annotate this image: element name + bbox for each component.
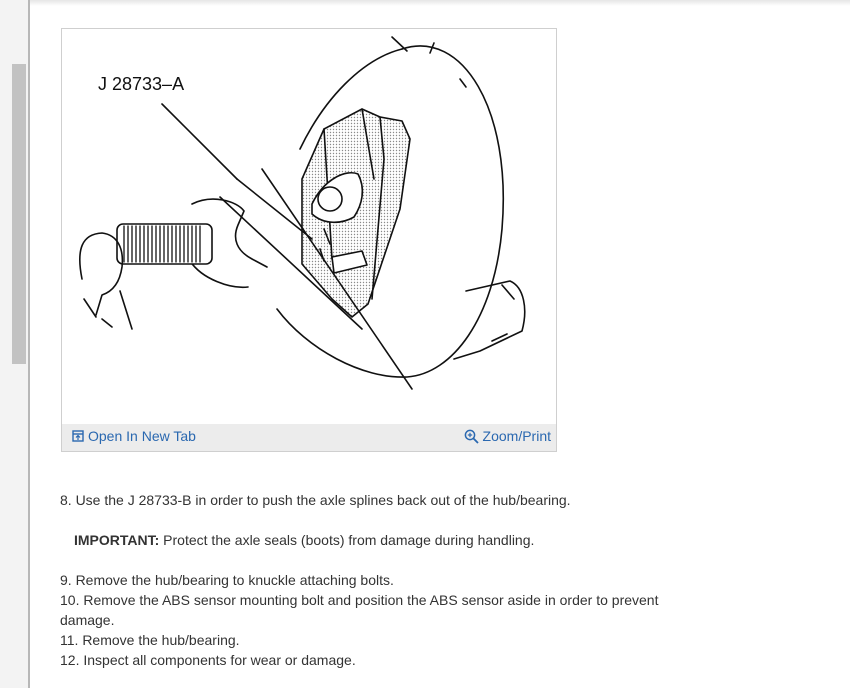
left-gutter [0,0,28,688]
important-text: Protect the axle seals (boots) from damage during handling. [159,532,535,548]
figure-container [61,28,557,452]
zoom-print-link[interactable] [464,428,551,444]
figure-toolbar [62,424,556,451]
open-new-tab-icon [72,430,84,442]
important-label: IMPORTANT: [74,532,160,548]
open-in-new-tab-link[interactable] [72,428,196,444]
zoom-in-icon [464,429,479,444]
open-in-new-tab-label: Open In New Tab [88,428,196,444]
step-9: 9. Remove the hub/bearing to knuckle attaching bolts. [60,572,394,588]
gutter-border [28,0,30,688]
step-11: 11. Remove the hub/bearing. [60,632,240,648]
tool-number-label: J 28733–A [98,74,185,94]
step-10: 10. Remove the ABS sensor mounting bolt and position the ABS sensor aside in order to prevent damage. [60,592,659,628]
procedure-steps [60,490,680,670]
zoom-print-label: Zoom/Print [482,428,551,444]
important-note [60,530,680,550]
step-12: 12. Inspect all components for wear or damage. [60,652,356,668]
scrollbar-thumb[interactable] [12,64,26,364]
top-shadow [30,0,850,6]
step-8: 8. Use the J 28733-B in order to push the axle splines back out of the hub/bearing. [60,492,571,508]
